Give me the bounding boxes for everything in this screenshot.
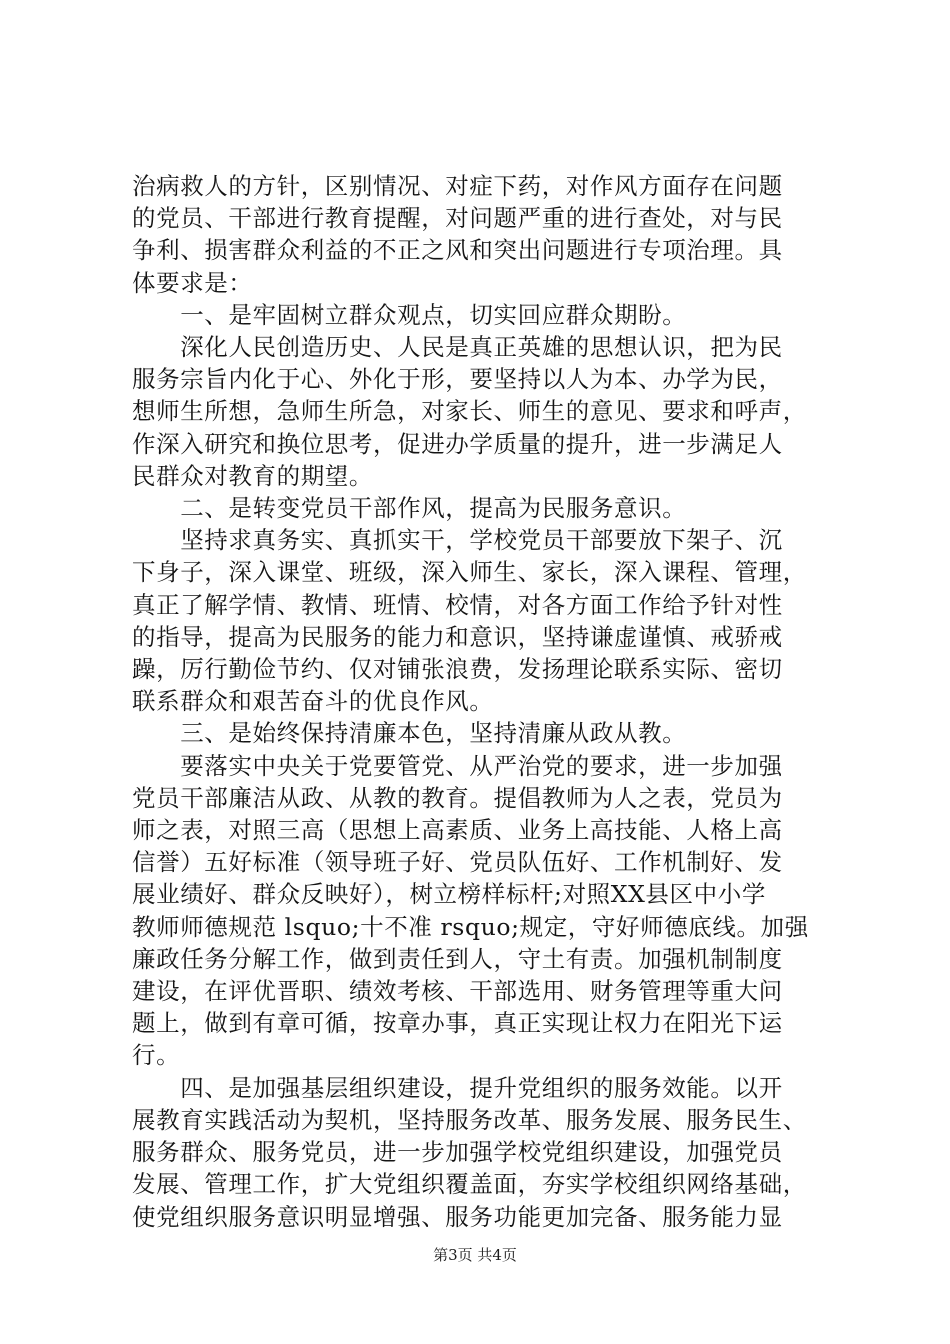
text-line: 下身子，深入课堂、班级，深入师生、家长，深入课程、管理，: [132, 558, 807, 587]
text-line: 的党员、干部进行教育提醒，对问题严重的进行查处，对与民: [132, 204, 783, 233]
text-line: 教师师德规范 lsquo;十不准 rsquo;规定，守好师德底线。加强: [132, 912, 809, 941]
text-line: 作深入研究和换位思考，促进办学质量的提升，进一步满足人: [132, 429, 783, 458]
section-heading-1: 一、是牢固树立群众观点，切实回应群众期盼。: [132, 300, 687, 329]
text-line: 想师生所想，急师生所急，对家长、师生的意见、要求和呼声，: [132, 397, 807, 426]
text-line: 服务群众、服务党员，进一步加强学校党组织建设，加强党员: [132, 1138, 783, 1167]
text-line: 师之表，对照三高（思想上高素质、业务上高技能、人格上高: [132, 816, 783, 845]
text-line: 行。: [132, 1041, 181, 1070]
text-line: 使党组织服务意识明显增强、服务功能更加完备、服务能力显: [132, 1202, 783, 1231]
text-line: 展教育实践活动为契机，坚持服务改革、服务发展、服务民生、: [132, 1105, 807, 1134]
text-line: 题上，做到有章可循，按章办事，真正实现让权力在阳光下运: [132, 1009, 783, 1038]
text-line: 建设，在评优晋职、绩效考核、干部选用、财务管理等重大问: [132, 977, 783, 1006]
text-line: 民群众对教育的期望。: [132, 461, 373, 490]
text-line: 展业绩好、群众反映好），树立榜样标杆;对照XX县区中小学: [132, 880, 766, 909]
text-line: 联系群众和艰苦奋斗的优良作风。: [132, 687, 494, 716]
text-line: 躁，厉行勤俭节约、仅对铺张浪费，发扬理论联系实际、密切: [132, 655, 783, 684]
section-heading-3: 三、是始终保持清廉本色，坚持清廉从政从教。: [132, 719, 687, 748]
section-heading-4: 四、是加强基层组织建设，提升党组织的服务效能。以开: [132, 1073, 783, 1102]
document-body: [132, 170, 842, 1233]
text-line: 真正了解学情、教情、班情、校情，对各方面工作给予针对性: [132, 590, 783, 619]
page-number-footer: 第3页 共4页: [433, 1246, 517, 1264]
text-line: 深化人民创造历史、人民是真正英雄的思想认识，把为民: [132, 333, 783, 362]
text-line: 发展、管理工作，扩大党组织覆盖面，夯实学校组织网络基础，: [132, 1170, 807, 1199]
text-line: 治病救人的方针，区别情况、对症下药，对作风方面存在问题: [132, 172, 783, 200]
text-line: 党员干部廉洁从政、从教的教育。提倡教师为人之表，党员为: [132, 783, 783, 812]
text-line: 信誉）五好标准（领导班子好、党员队伍好、工作机制好、发: [132, 848, 783, 877]
text-line: 争利、损害群众利益的不正之风和突出问题进行专项治理。具: [132, 236, 783, 265]
text-line: 要落实中央关于党要管党、从严治党的要求，进一步加强: [132, 751, 783, 780]
text-line: 体要求是：: [132, 268, 253, 297]
text-line: 廉政任务分解工作，做到责任到人，守土有责。加强机制制度: [132, 944, 783, 973]
text-line: 的指导，提高为民服务的能力和意识，坚持谦虚谨慎、戒骄戒: [132, 622, 783, 651]
section-heading-2: 二、是转变党员干部作风，提高为民服务意识。: [132, 494, 687, 523]
text-line: 坚持求真务实、真抓实干，学校党员干部要放下架子、沉: [132, 526, 783, 555]
text-line: 服务宗旨内化于心、外化于形，要坚持以人为本、办学为民，: [132, 365, 783, 394]
